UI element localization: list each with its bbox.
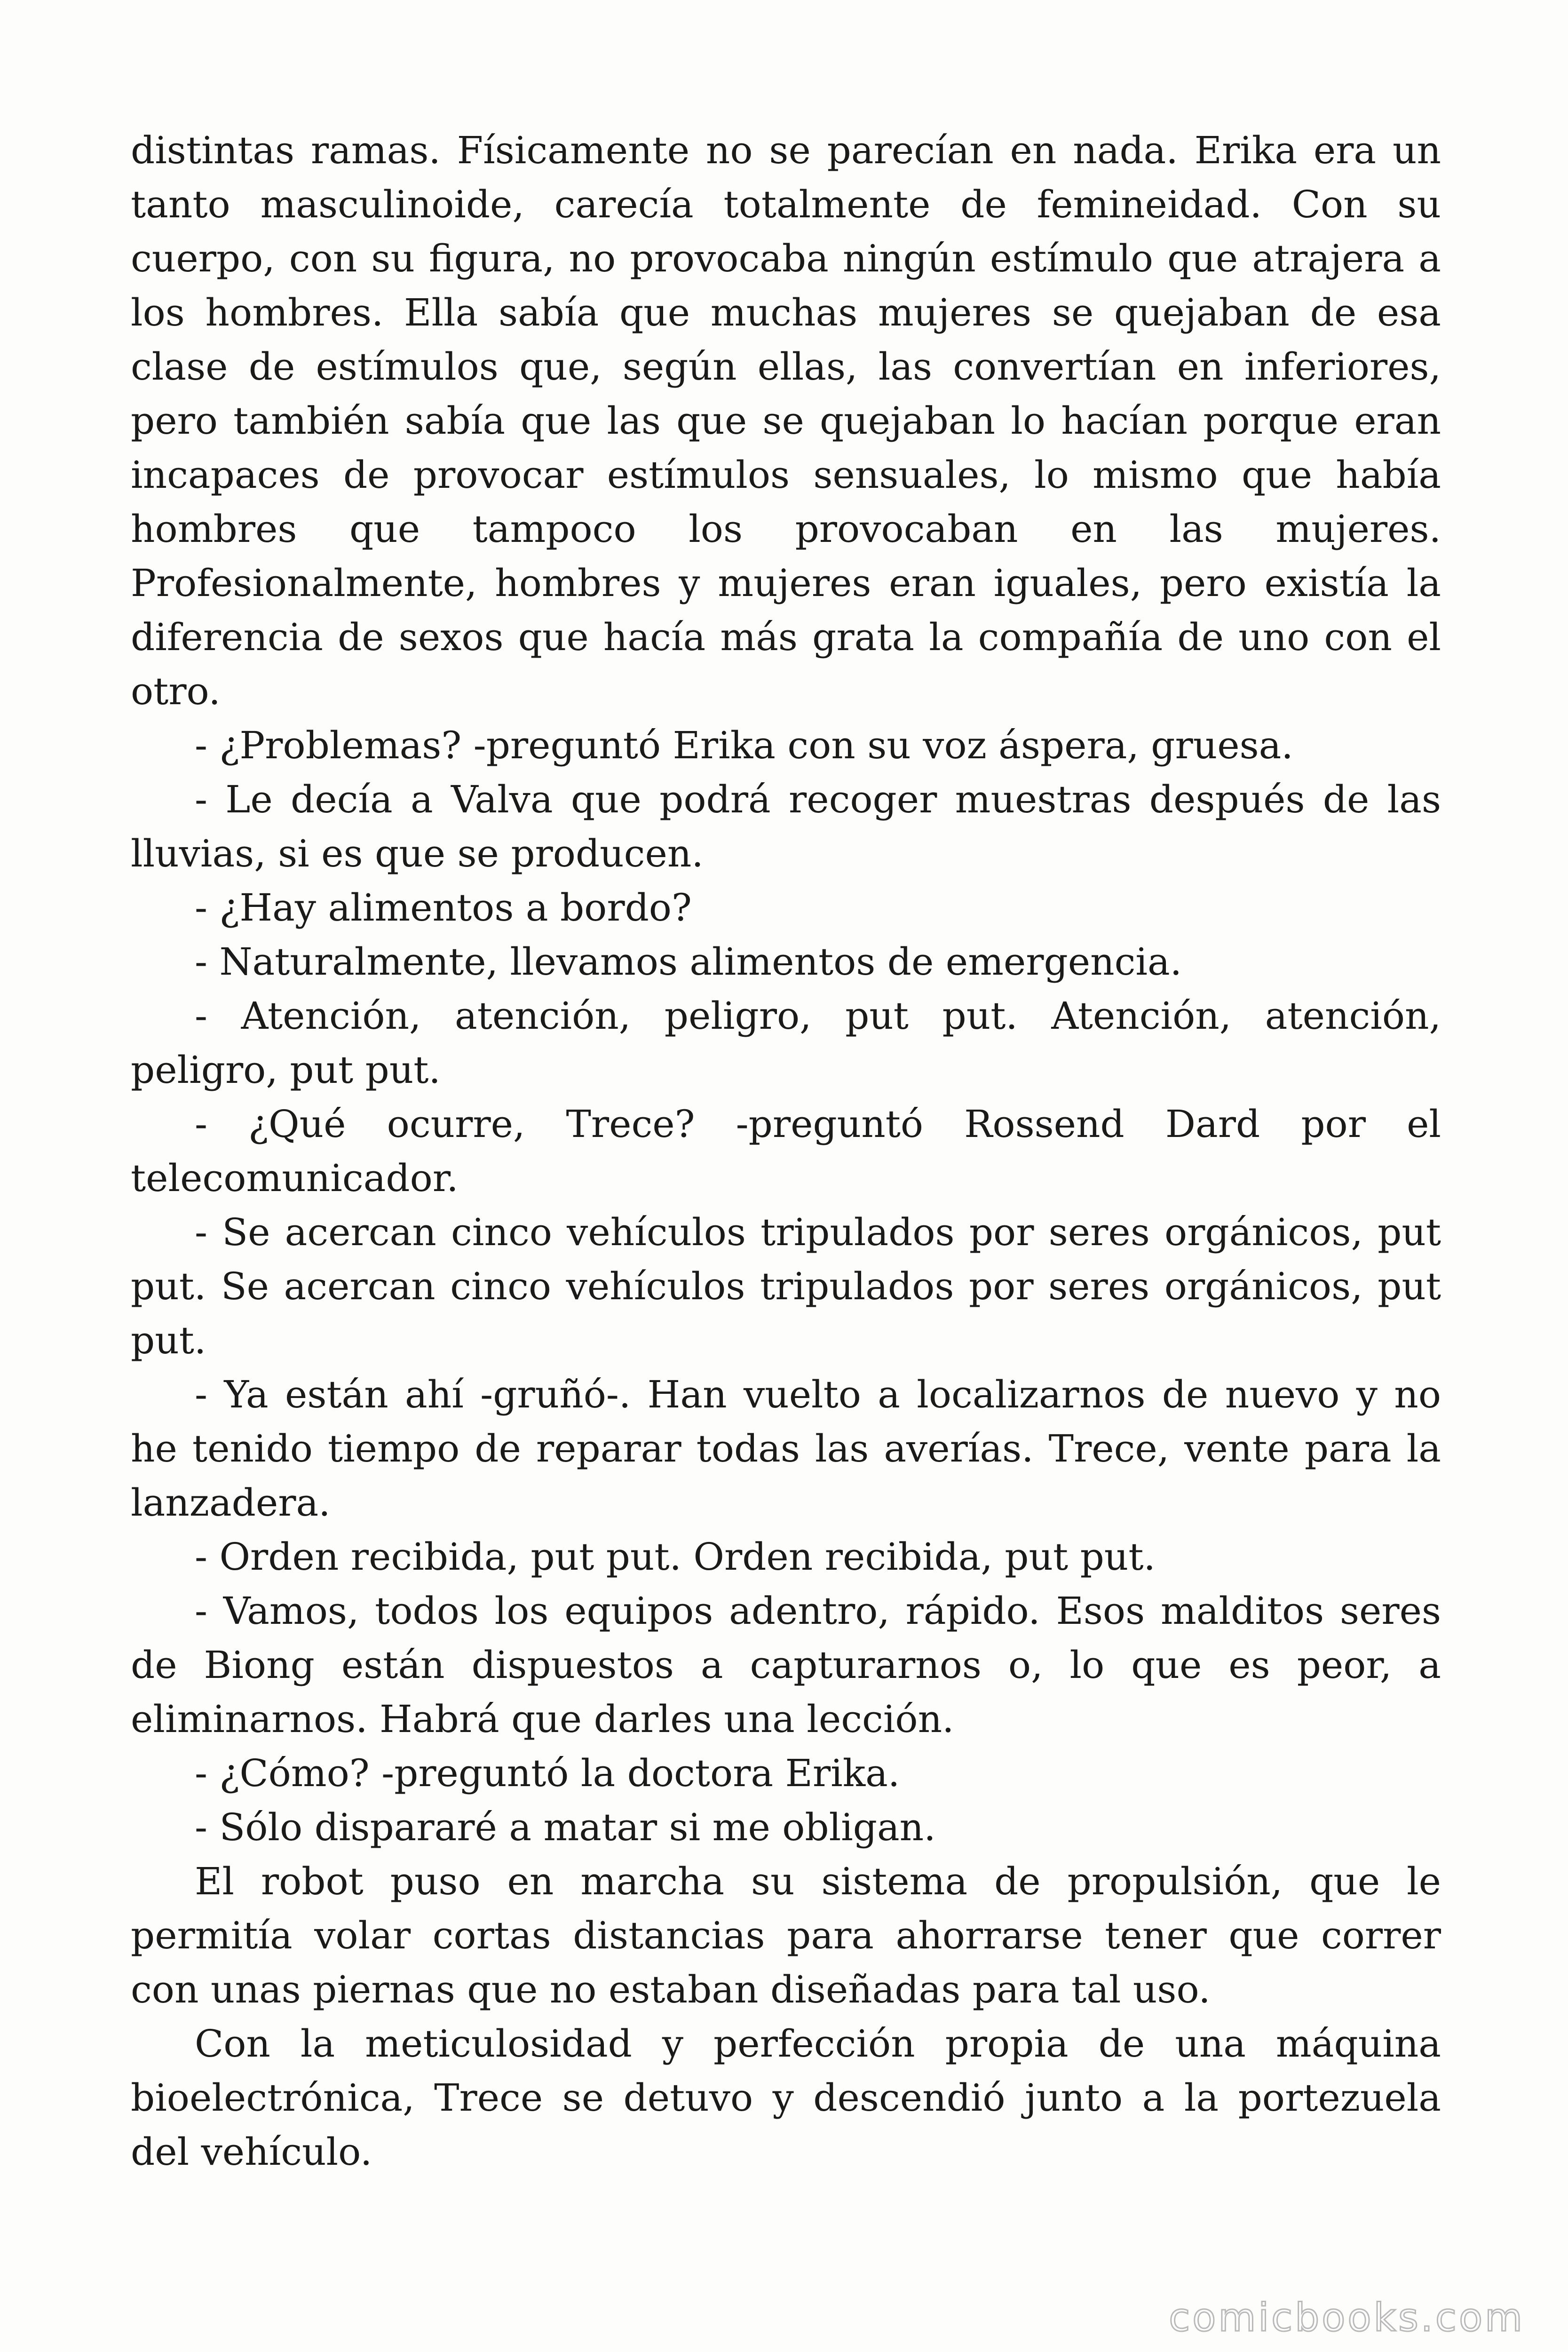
paragraph: - Naturalmente, llevamos alimentos de emergencia. xyxy=(195,940,1182,984)
paragraph: - ¿Hay alimentos a bordo? xyxy=(195,886,692,930)
paragraph: Con la meticulosidad y perfección propia de una máquina bioelectrónica, Trece se detuvo y descendió junto a la portezuela del vehículo. xyxy=(131,2022,1441,2174)
paragraph: - Se acercan cinco vehículos tripulados por seres orgánicos, put put. Se acercan cinco vehículos tripulados por seres orgánicos, put put. xyxy=(131,1210,1441,1362)
page-text xyxy=(131,123,1441,2179)
paragraph: - Atención, atención, peligro, put put. Atención, atención, peligro, put put. xyxy=(131,994,1441,1092)
watermark: comicbooks.com xyxy=(1169,2296,1525,2340)
paragraph: - Ya están ahí -gruñó-. Han vuelto a localizarnos de nuevo y no he tenido tiempo de reparar todas las averías. Trece, vente para la lanzadera. xyxy=(131,1373,1441,1525)
paragraph: - Vamos, todos los equipos adentro, rápido. Esos malditos seres de Biong están dispuestos a capturarnos o, lo que es peor, a eliminarnos. Habrá que darles una lección. xyxy=(131,1589,1441,1741)
paragraph: - Orden recibida, put put. Orden recibida, put put. xyxy=(195,1535,1156,1579)
paragraph: - ¿Cómo? -preguntó la doctora Erika. xyxy=(195,1751,900,1795)
paragraph: El robot puso en marcha su sistema de propulsión, que le permitía volar cortas distancias para ahorrarse tener que correr con unas piernas que no estaban diseñadas para tal uso. xyxy=(131,1859,1441,2011)
paragraph: - Sólo dispararé a matar si me obligan. xyxy=(195,1805,936,1849)
paragraph: - ¿Qué ocurre, Trece? -preguntó Rossend Dard por el telecomunicador. xyxy=(131,1102,1441,1200)
paragraph: distintas ramas. Físicamente no se parecían en nada. Erika era un tanto masculinoide, carecía totalmente de femineidad. Con su cuerpo, con su figura, no provocaba ningún estímulo que atrajera a los hombres. Ella sabía que muchas mujeres se quejaban de esa clase de estímulos que, según ellas, las convertían en inferiores, pero también sabía que las que se quejaban lo hacían porque eran incapaces de provocar estímulos sensuales, lo mismo que había hombres que tampoco los provocaban en las mujeres. Profesionalmente, hombres y mujeres eran iguales, pero existía la diferencia de sexos que hacía más grata la compañía de uno con el otro. xyxy=(131,128,1441,713)
paragraph: - Le decía a Valva que podrá recoger muestras después de las lluvias, si es que se producen. xyxy=(131,778,1441,875)
paragraph: - ¿Problemas? -preguntó Erika con su voz áspera, gruesa. xyxy=(195,723,1293,767)
